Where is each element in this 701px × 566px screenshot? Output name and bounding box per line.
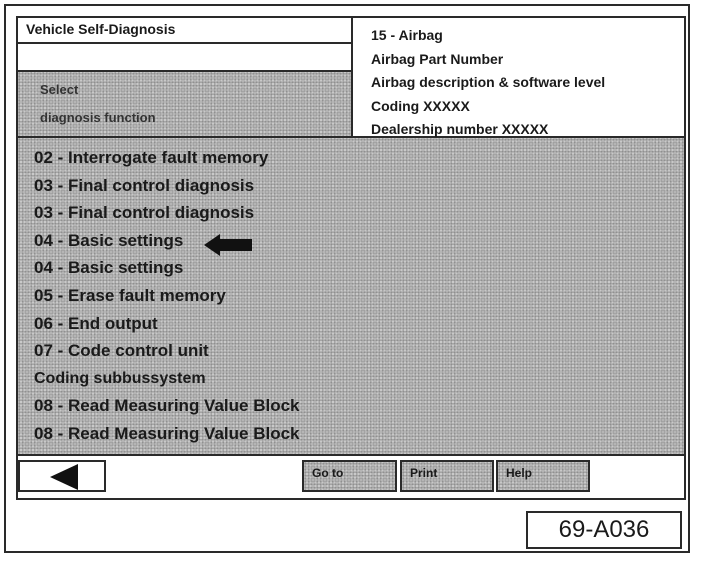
help-button[interactable]: Help: [496, 460, 590, 492]
blank-field: [18, 44, 353, 72]
select-prompt-line1: Select: [40, 82, 79, 97]
menu-item-erase-fault-memory[interactable]: 05 - Erase fault memory: [34, 285, 226, 305]
info-part-number: Airbag Part Number: [371, 50, 504, 67]
select-prompt-line2: diagnosis function: [40, 110, 156, 125]
diagnosis-function-menu: [18, 138, 684, 456]
info-address: 15 - Airbag: [371, 27, 443, 43]
button-bar: [18, 456, 684, 498]
menu-item-read-measuring-value-block[interactable]: 08 - Read Measuring Value Block: [34, 396, 300, 416]
control-unit-info: [353, 18, 684, 138]
info-dealership: Dealership number XXXXX: [371, 121, 549, 137]
select-prompt: [18, 72, 353, 138]
menu-item-basic-settings-2[interactable]: 04 - Basic settings: [34, 258, 184, 278]
menu-item-basic-settings[interactable]: 04 - Basic settings: [34, 230, 184, 250]
menu-item-final-control-diagnosis[interactable]: 03 - Final control diagnosis: [34, 175, 255, 195]
menu-item-code-control-unit[interactable]: 07 - Code control unit: [34, 341, 209, 361]
menu-item-interrogate-fault-memory[interactable]: 02 - Interrogate fault memory: [34, 148, 269, 167]
screen-title: Vehicle Self-Diagnosis: [18, 18, 353, 44]
menu-item-read-measuring-value-block-2[interactable]: 08 - Read Measuring Value Block: [34, 423, 300, 443]
print-button[interactable]: Print: [400, 460, 494, 492]
menu-item-end-output[interactable]: 06 - End output: [34, 313, 158, 333]
info-description: Airbag description & software level: [371, 74, 606, 90]
tester-screen: [16, 16, 686, 500]
goto-button[interactable]: Go to: [302, 460, 397, 492]
figure-code-label: 69-A036: [526, 511, 682, 549]
menu-item-coding-subbussystem[interactable]: Coding subbussystem: [34, 369, 206, 387]
arrow-left-icon: [204, 234, 254, 256]
triangle-left-icon: [50, 464, 78, 490]
info-coding: Coding XXXXX: [371, 97, 470, 114]
back-button[interactable]: [18, 460, 106, 492]
figure-frame: [4, 4, 690, 553]
menu-item-final-control-diagnosis-2[interactable]: 03 - Final control diagnosis: [34, 203, 255, 223]
